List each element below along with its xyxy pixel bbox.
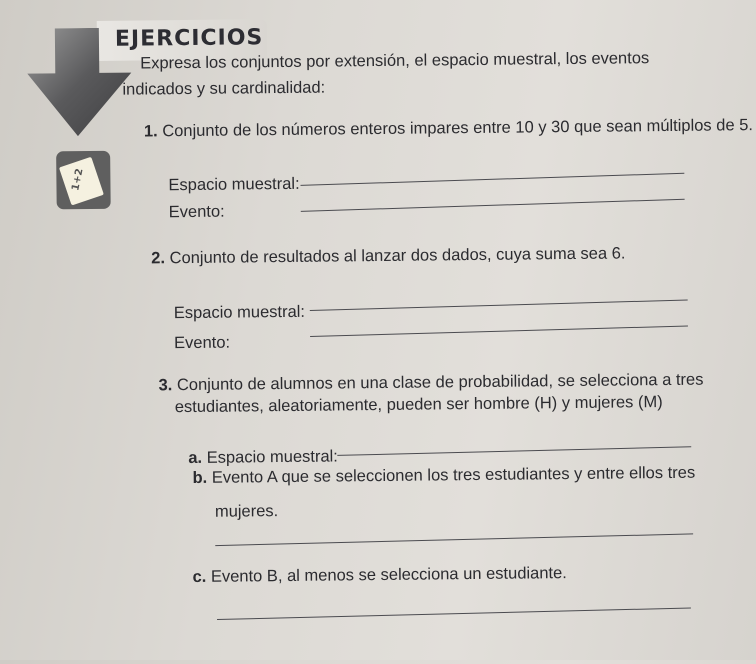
intro-line-2: indicados y su cardinalidad:	[122, 78, 326, 99]
exercise-2-evento-label: Evento:	[174, 333, 231, 353]
subitem-c: c. Evento B, al menos se selecciona un estudiante.	[192, 564, 567, 586]
answer-line[interactable]	[337, 446, 691, 456]
answer-line[interactable]	[301, 199, 685, 212]
exercise-1: 1. Conjunto de los números enteros impares entre 10 y 30 que sean múltiplos de 5.	[143, 116, 754, 141]
subitem-b-line-1: b. Evento A que se seleccionen los tres estudiantes y entre ellos tres	[192, 463, 696, 487]
subitem-a: a. Espacio muestral:	[188, 447, 338, 468]
intro-line-1: Expresa los conjuntos por extensión, el espacio muestral, los eventos	[140, 49, 650, 73]
subitem-b-line-2: mujeres.	[214, 502, 279, 521]
answer-line[interactable]	[310, 325, 688, 337]
exercise-1-evento-label: Evento:	[168, 202, 225, 222]
exercise-2: 2. Conjunto de resultados al lanzar dos dados, cuya suma sea 6.	[151, 244, 626, 268]
down-arrow-icon	[27, 28, 133, 139]
exercise-2-espacio-label: Espacio muestral:	[173, 302, 306, 323]
answer-line[interactable]	[310, 299, 688, 311]
exercise-3-line-1: 3. Conjunto de alumnos en una clase de probabilidad, se selecciona a tres	[158, 370, 704, 395]
page-title: EJERCICIOS	[114, 25, 264, 52]
calculator-icon: 1+2	[56, 151, 111, 210]
answer-line[interactable]	[215, 533, 693, 546]
answer-line[interactable]	[217, 607, 691, 620]
answer-line[interactable]	[301, 173, 685, 186]
exercise-3-line-2: estudiantes, aleatoriamente, pueden ser hombre (H) y mujeres (M)	[174, 393, 663, 417]
exercise-1-espacio-label: Espacio muestral:	[168, 174, 300, 195]
